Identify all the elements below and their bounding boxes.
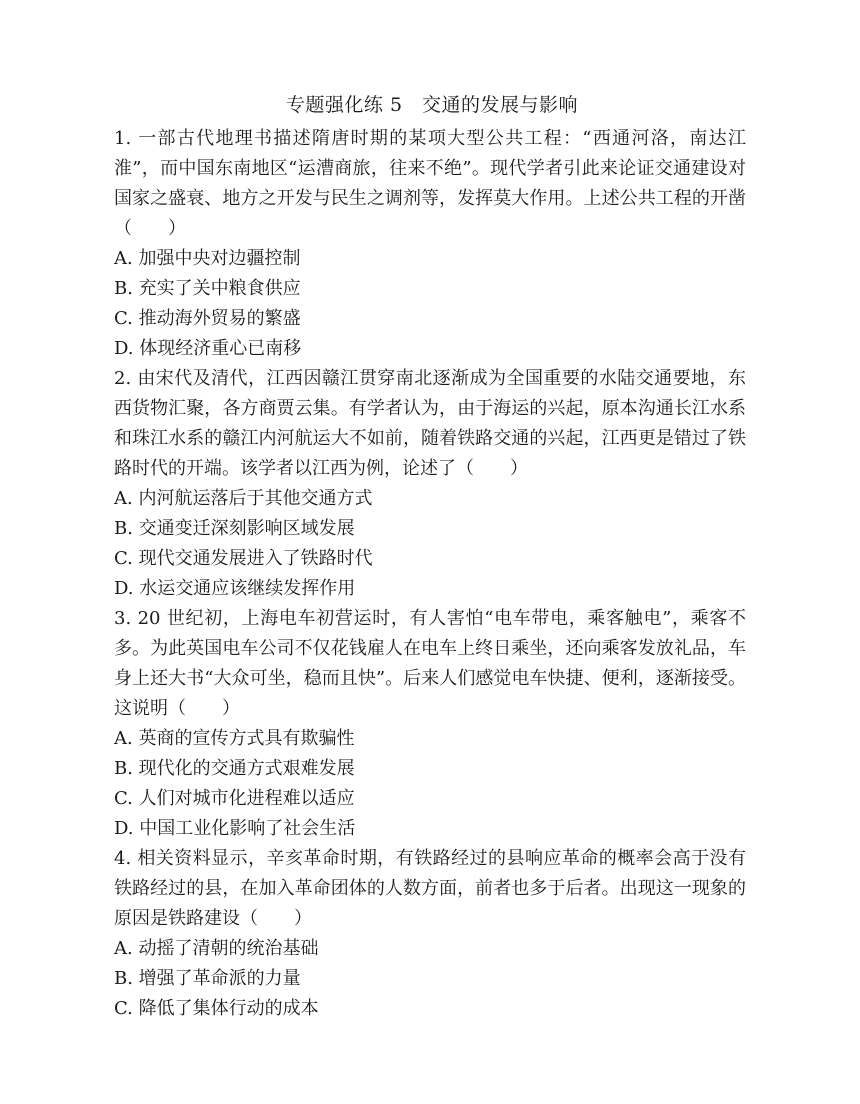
option-a: A. 英商的宣传方式具有欺骗性 <box>114 728 355 749</box>
option-a: A. 动摇了清朝的统治基础 <box>114 938 319 959</box>
question-stem: 2. 由宋代及清代，江西因赣江贯穿南北逐渐成为全国重要的水陆交通要地，东西货物汇聚，各方商贾云集。有学者认为，由于海运的兴起，原本沟通长江水系和珠江水系的赣江内河航运大不如前，随着铁路交通的兴起，江西更是错过了铁路时代的开端。该学者以江西为例，论述了（ ） <box>114 368 746 479</box>
question-1 <box>114 124 746 364</box>
option-a: A. 内河航运落后于其他交通方式 <box>114 488 373 509</box>
question-stem: 1. 一部古代地理书描述隋唐时期的某项大型公共工程：“西通河洛，南达江淮”，而中国东南地区“运漕商旅，往来不绝”。现代学者引此来论证交通建设对国家之盛衰、地方之开发与民生之调剂等，发挥莫大作用。上述公共工程的开凿（ ） <box>114 128 746 239</box>
option-list <box>114 934 746 1024</box>
option-c: C. 现代交通发展进入了铁路时代 <box>114 548 373 569</box>
question-2 <box>114 364 746 604</box>
question-3 <box>114 604 746 844</box>
option-b: B. 充实了关中粮食供应 <box>114 278 301 299</box>
question-stem: 3. 20 世纪初，上海电车初营运时，有人害怕“电车带电，乘客触电”，乘客不多。为此英国电车公司不仅花钱雇人在电车上终日乘坐，还向乘客发放礼品，车身上还大书“大众可坐，稳而且快”。后来人们感觉电车快捷、便利，逐渐接受。这说明（ ） <box>114 608 746 719</box>
option-d: D. 水运交通应该继续发挥作用 <box>114 578 356 599</box>
option-b: B. 现代化的交通方式艰难发展 <box>114 758 355 779</box>
page-title: 专题强化练 5 交通的发展与影响 <box>285 94 579 116</box>
option-c: C. 推动海外贸易的繁盛 <box>114 308 301 329</box>
option-c: C. 人们对城市化进程难以适应 <box>114 788 355 809</box>
option-list <box>114 724 746 844</box>
question-stem: 4. 相关资料显示，辛亥革命时期，有铁路经过的县响应革命的概率会高于没有铁路经过的县，在加入革命团体的人数方面，前者也多于后者。出现这一现象的原因是铁路建设（ ） <box>114 848 746 929</box>
option-d: D. 中国工业化影响了社会生活 <box>114 818 356 839</box>
option-c: C. 降低了集体行动的成本 <box>114 998 319 1019</box>
option-b: B. 交通变迁深刻影响区域发展 <box>114 518 355 539</box>
option-list <box>114 244 746 364</box>
document-page <box>114 90 746 1024</box>
option-b: B. 增强了革命派的力量 <box>114 968 301 989</box>
option-list <box>114 484 746 604</box>
option-a: A. 加强中央对边疆控制 <box>114 248 301 269</box>
question-4 <box>114 844 746 1024</box>
option-d: D. 体现经济重心已南移 <box>114 338 302 359</box>
